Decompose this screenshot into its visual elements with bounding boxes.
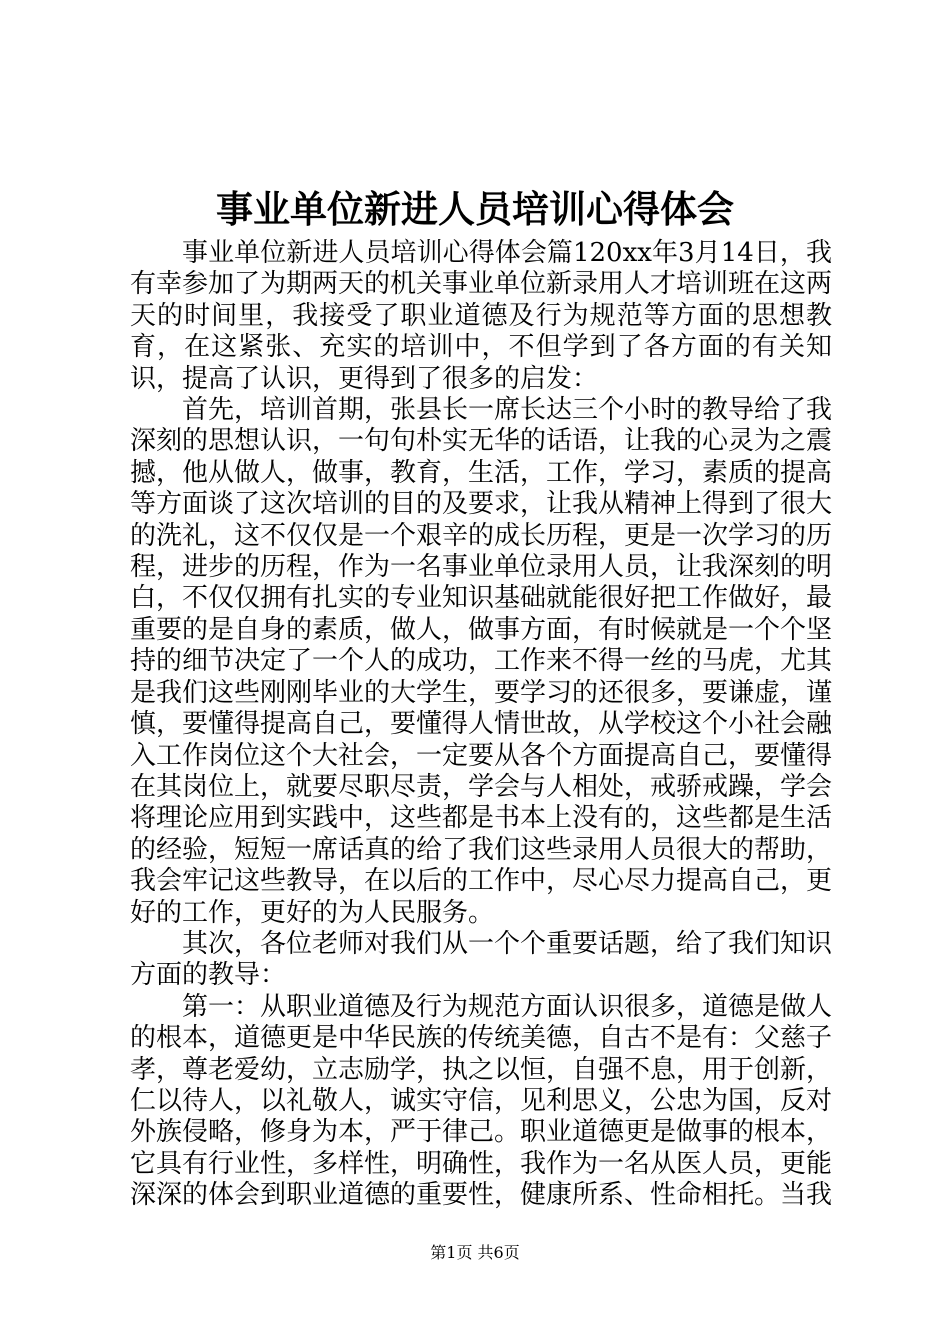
paragraph-4: 第一：从职业道德及行为规范方面认识很多，道德是做人的根本，道德更是中华民族的传统美德，自古不是有：父慈子孝，尊老爱幼，立志励学，执之以恒，自强不息，用于创新，仁以待人，以礼敬人，诚实守信，见利思义，公忠为国，反对外族侵略，修身为本，严于律己。职业道德更是做事的根本，它具有行业性，多样性，明确性，我作为一名从医人员，更能深深的体会到职业道德的重要性，健康所系、性命相托。当我 [130,991,833,1211]
paragraph-2: 首先，培训首期，张县长一席长达三个小时的教导给了我深刻的思想认识，一句句朴实无华的话语，让我的心灵为之震撼，他从做人，做事，教育，生活，工作，学习，素质的提高等方面谈了这次培训的目的及要求，让我从精神上得到了很大的洗礼，这不仅仅是一个艰辛的成长历程，更是一次学习的历程，进步的历程，作为一名事业单位录用人员，让我深刻的明白，不仅仅拥有扎实的专业知识基础就能很好把工作做好，最重要的是自身的素质，做人，做事方面，有时候就是一个个坚持的细节决定了一个人的成功，工作来不得一丝的马虎，尤其是我们这些刚刚毕业的大学生，要学习的还很多，要谦虚，谨慎，要懂得提高自己，要懂得人情世故，从学校这个小社会融入工作岗位这个大社会，一定要从各个方面提高自己，要懂得在其岗位上，就要尽职尽责，学会与人相处，戒骄戒躁，学会将理论应用到实践中，这些都是书本上没有的，这些都是生活的经验，短短一席话真的给了我们这些录用人员很大的帮助，我会牢记这些教导，在以后的工作中，尽心尽力提高自己，更好的工作，更好的为人民服务。 [130,395,833,928]
document-body [130,238,832,1212]
document-title: 事业单位新进人员培训心得体会 [216,187,734,231]
paragraph-3: 其次，各位老师对我们从一个个重要话题，给了我们知识方面的教导： [130,928,833,991]
page-number-footer: 第1页 共6页 [430,1243,520,1262]
paragraph-1: 事业单位新进人员培训心得体会篇120xx年3月14日，我有幸参加了为期两天的机关事业单位新录用人才培训班在这两天的时间里，我接受了职业道德及行为规范等方面的思想教育，在这紧张、充实的培训中，不但学到了各方面的有关知识，提高了认识，更得到了很多的启发： [130,238,833,394]
